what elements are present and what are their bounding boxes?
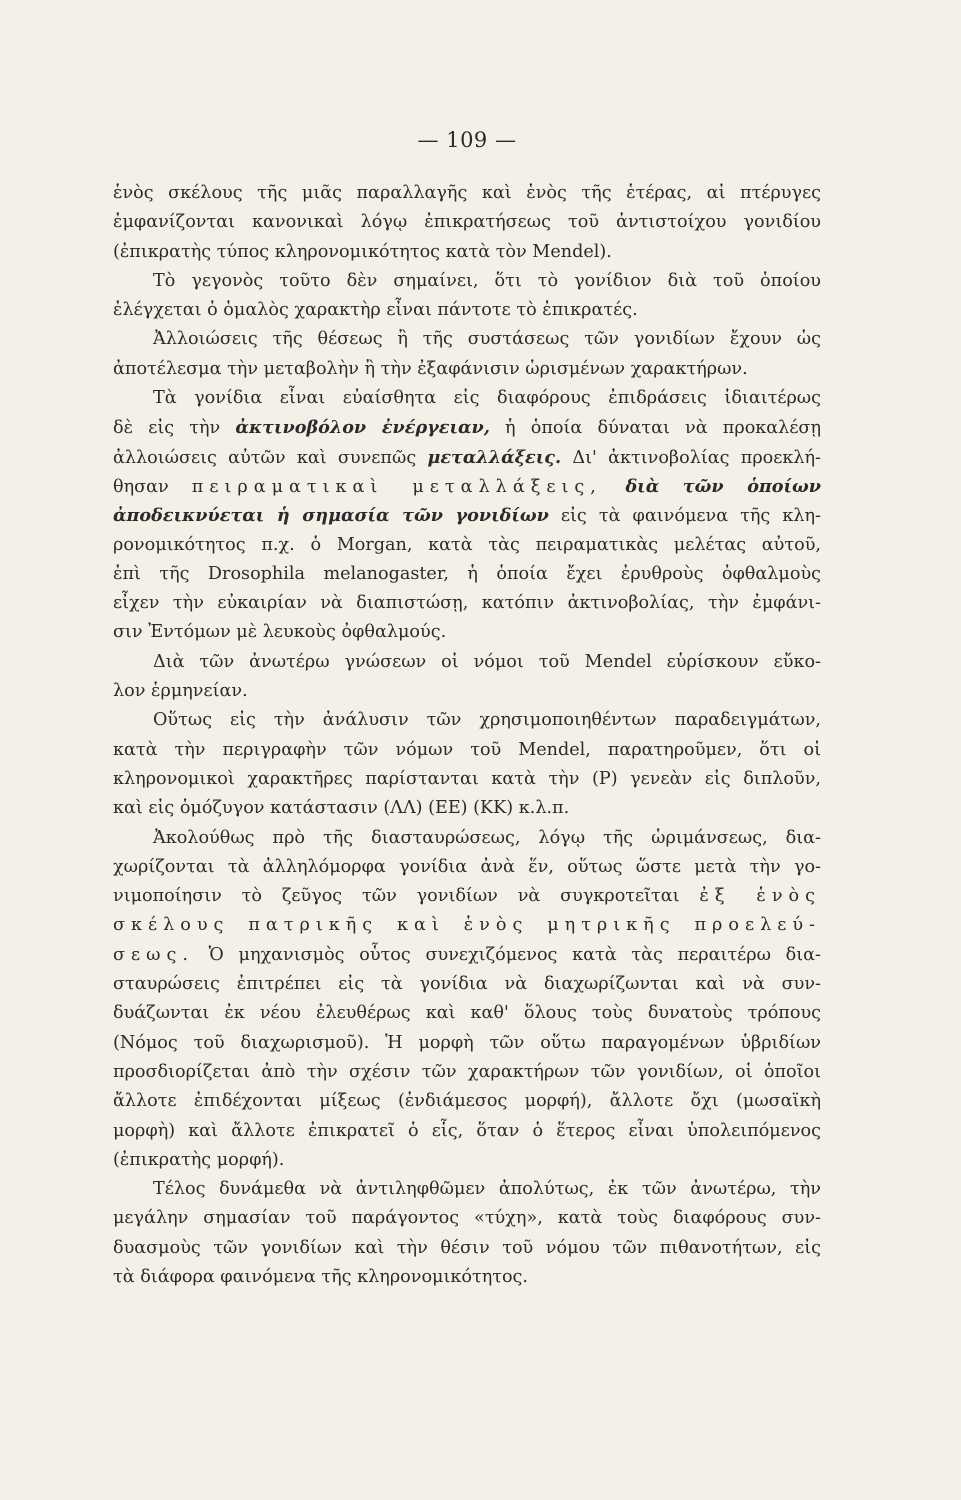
text-line: Διὰ τῶν ἀνωτέρω γνώσεων οἱ νόμοι τοῦ Mendel εὑρίσκουν εὔκο- (153, 651, 821, 672)
text-line: χωρίζονται τὰ ἀλληλόμορφα γονίδια ἀνὰ ἕν, οὕτως ὥστε μετὰ τὴν γο- (113, 856, 821, 877)
text-line: (ἐπικρατὴς τύπος κληρονομικότητος κατὰ τὸν Mendel). (113, 241, 612, 262)
text-line (113, 882, 821, 911)
text-run: Ὁ μηχανισμὸς οὗτος συνεχιζόμενος κατὰ τὰς περαιτέρω δια- (193, 944, 821, 965)
text-run: ἀλλοιώσεις αὐτῶν καὶ συνεπῶς (113, 447, 428, 468)
text-line: ἄλλοτε ἐπιδέχονται μίξεως (ἐνδιάμεσος μορφή), ἄλλοτε ὄχι (μωσαϊκὴ (113, 1091, 821, 1112)
emphasized-term: ἀποδεικνύεται ἡ σημασία τῶν γονιδίων (113, 505, 549, 527)
text-line: μεγάλην σημασίαν τοῦ παράγοντος «τύχη», κατὰ τοὺς διαφόρους συν- (113, 1208, 821, 1229)
text-line: ἐπὶ τῆς Drosophila melanogaster, ἡ ὁποία ἔχει ἐρυθροὺς ὀφθαλμοὺς (113, 563, 821, 584)
text-line: σιν Ἐντόμων μὲ λευκοὺς ὀφθαλμούς. (113, 622, 447, 643)
text-line: ἐλέγχεται ὁ ὁμαλὸς χαρακτὴρ εἶναι πάντοτε τὸ ἐπικρατές. (113, 300, 638, 321)
spaced-term: σεως. (113, 944, 194, 965)
page-number: — 109 — (417, 128, 517, 152)
text-line (113, 443, 821, 472)
text-line: ρονομικότητος π.χ. ὁ Morgan, κατὰ τὰς πειραματικὰς μελέτας αὐτοῦ, (113, 534, 821, 555)
text-line: Οὕτως εἰς τὴν ἀνάλυσιν τῶν χρησιμοποιηθέντων παραδειγμάτων, (153, 710, 821, 731)
text-line: (ἐπικρατὴς μορφή). (113, 1149, 285, 1170)
text-line (113, 501, 821, 530)
text-line: ἀποτέλεσμα τὴν μεταβολὴν ἢ τὴν ἐξαφάνισιν ὡρισμένων χαρακτήρων. (113, 358, 748, 379)
text-line: καὶ εἰς ὁμόζυγον κατάστασιν (ΛΛ) (ΕΕ) (ΚΚ) κ.λ.π. (113, 798, 570, 819)
text-line: μορφὴ) καὶ ἄλλοτε ἐπικρατεῖ ὁ εἷς, ὅταν ὁ ἕτερος εἶναι ὑπολειπόμενος (113, 1120, 821, 1141)
text-line: σκέλους πατρικῆς καὶ ἑνὸς μητρικῆς προελεύ- (113, 915, 821, 936)
text-line: κληρονομικοὶ χαρακτῆρες παρίστανται κατὰ τὴν (P) γενεὰν εἰς διπλοῦν, (113, 768, 821, 789)
text-line: (Νόμος τοῦ διαχωρισμοῦ). Ἡ μορφὴ τῶν οὕτω παραγομένων ὑβριδίων (113, 1032, 821, 1053)
text-line: Ἀλλοιώσεις τῆς θέσεως ἢ τῆς συστάσεως τῶν γονιδίων ἔχουν ὡς (153, 329, 821, 350)
text-line: ἐμφανίζονται κανονικαὶ λόγῳ ἐπικρατήσεως τοῦ ἀντιστοίχου γονιδίου (113, 212, 821, 233)
text-line: τὰ διάφορα φαινόμενα τῆς κληρονομικότητος. (113, 1266, 529, 1287)
text-run: ἡ ὁποία δύναται νὰ προκαλέσῃ (489, 418, 821, 439)
text-line: λον ἑρμηνείαν. (113, 681, 248, 702)
text-line: κατὰ τὴν περιγραφὴν τῶν νόμων τοῦ Mendel, παρατηροῦμεν, ὅτι οἱ (113, 739, 821, 760)
text-line: Τὰ γονίδια εἶναι εὐαίσθητα εἰς διαφόρους ἐπιδράσεις ἰδιαιτέρως (153, 388, 821, 409)
text-line: Ἀκολούθως πρὸ τῆς διασταυρώσεως, λόγῳ τῆς ὡριμάνσεως, δια- (153, 827, 821, 848)
emphasized-term: διὰ τῶν ὁποίων (601, 475, 822, 497)
text-line (113, 941, 821, 970)
body-text (113, 179, 821, 1292)
emphasized-term: μεταλλάξεις. (427, 446, 562, 468)
text-run: εἰς τὰ φαινόμενα τῆς κλη- (548, 506, 821, 527)
text-line: σταυρώσεις ἐπιτρέπει εἰς τὰ γονίδια νὰ διαχωρίζωνται καὶ νὰ συν- (113, 974, 821, 995)
spaced-term: πειραματικαὶ μεταλλάξεις, (191, 476, 602, 497)
emphasized-term: ἀκτινοβόλον ἐνέργειαν, (235, 417, 490, 439)
text-run: θησαν (113, 476, 192, 497)
text-line: δυάζωνται ἐκ νέου ἐλευθέρως καὶ καθ' ὅλους τοὺς δυνατοὺς τρόπους (113, 1003, 821, 1024)
text-line: Τέλος δυνάμεθα νὰ ἀντιληφθῶμεν ἀπολύτως, ἐκ τῶν ἀνωτέρω, τὴν (153, 1179, 821, 1200)
text-line (113, 413, 821, 442)
text-run: δὲ εἰς τὴν (113, 418, 236, 439)
text-line: ἑνὸς σκέλους τῆς μιᾶς παραλλαγῆς καὶ ἑνὸς τῆς ἑτέρας, αἱ πτέρυγες (113, 183, 821, 203)
text-line: Τὸ γεγονὸς τοῦτο δὲν σημαίνει, ὅτι τὸ γονίδιον διὰ τοῦ ὁποίου (153, 270, 821, 291)
text-run: Δι' ἀκτινοβολίας προεκλή- (561, 447, 822, 468)
spaced-term: ἐξ ἑνὸς (699, 886, 821, 907)
text-line: δυασμοὺς τῶν γονιδίων καὶ τὴν θέσιν τοῦ νόμου τῶν πιθανοτήτων, εἰς (113, 1237, 821, 1258)
text-line (113, 472, 821, 501)
text-line: εἶχεν τὴν εὐκαιρίαν νὰ διαπιστώσῃ, κατόπιν ἀκτινοβολίας, τὴν ἐμφάνι- (113, 593, 821, 614)
text-line: προσδιορίζεται ἀπὸ τὴν σχέσιν τῶν χαρακτήρων τῶν γονιδίων, οἱ ὁποῖοι (113, 1061, 821, 1082)
text-run: νιμοποίησιν τὸ ζεῦγος τῶν γονιδίων νὰ συγκροτεῖται (113, 886, 700, 907)
